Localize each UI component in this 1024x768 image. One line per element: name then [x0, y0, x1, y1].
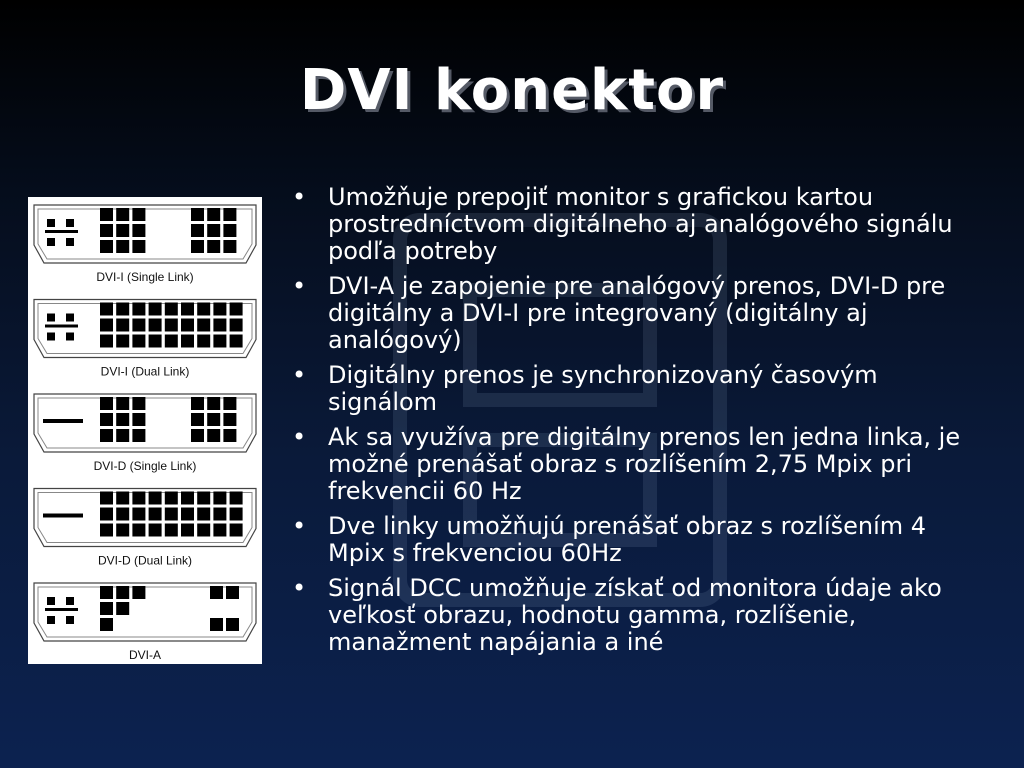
pin: [223, 429, 236, 442]
connector-label: DVI-A: [128, 648, 162, 662]
ground-blade: [43, 514, 83, 518]
pin: [213, 303, 226, 316]
pin: [223, 240, 236, 253]
pin: [197, 335, 210, 348]
bullet-dot-icon: •: [292, 423, 307, 451]
bullet-item: [290, 273, 980, 354]
pin: [116, 240, 129, 253]
pin: [132, 524, 145, 537]
pin: [149, 319, 162, 332]
analog-pin: [47, 219, 55, 227]
pin: [197, 303, 210, 316]
connector-label: DVI-D (Single Link): [93, 459, 197, 473]
analog-pin: [47, 314, 55, 322]
pin: [100, 618, 113, 631]
connector-dvi-a: [34, 583, 256, 662]
pin: [165, 319, 178, 332]
bullet-item: [290, 362, 980, 416]
pin: [197, 524, 210, 537]
connector-label: DVI-I (Single Link): [96, 270, 194, 284]
pin: [207, 240, 220, 253]
pin: [116, 524, 129, 537]
pin: [213, 319, 226, 332]
ground-blade: [45, 325, 78, 328]
pin: [181, 319, 194, 332]
pin: [100, 397, 113, 410]
pin: [116, 319, 129, 332]
pin: [100, 413, 113, 426]
analog-pin: [66, 314, 74, 322]
pin: [191, 413, 204, 426]
pin: [223, 397, 236, 410]
bullet-item: [290, 575, 980, 656]
pin: [207, 413, 220, 426]
bullet-dot-icon: •: [292, 574, 307, 602]
bullet-text: Ak sa využíva pre digitálny prenos len jedna linka, je možné prenášať obraz s rozlíšením 2,75 Mpix pri frekvencii 60 Hz: [328, 423, 961, 505]
pin: [207, 224, 220, 237]
analog-pin: [66, 238, 74, 246]
analog-pin: [47, 238, 55, 246]
pin: [132, 335, 145, 348]
connector-label: DVI-I (Dual Link): [100, 364, 190, 379]
pin: [132, 586, 145, 599]
pin: [230, 303, 243, 316]
pin: [210, 618, 223, 631]
pin: [223, 208, 236, 221]
bullet-dot-icon: •: [292, 183, 307, 211]
ground-blade: [43, 419, 83, 423]
bullet-text: Umožňuje prepojiť monitor s grafickou kartou prostredníctvom digitálneho aj analógového signálu podľa potreby: [328, 183, 953, 265]
analog-pin: [66, 616, 74, 624]
pin: [132, 208, 145, 221]
pin: [116, 397, 129, 410]
pin: [116, 492, 129, 505]
ground-blade: [45, 608, 78, 611]
pin: [210, 586, 223, 599]
bullet-text: DVI-A je zapojenie pre analógový prenos, DVI-D pre digitálny a DVI-I pre integrovaný (digitálny aj analógový): [328, 272, 946, 354]
connector-dvi-i-single-link: [34, 205, 256, 284]
bullet-text: Digitálny prenos je synchronizovaný časovým signálom: [328, 361, 878, 416]
pin: [213, 492, 226, 505]
pin: [226, 586, 239, 599]
analog-pin: [47, 616, 55, 624]
pin: [100, 240, 113, 253]
pin: [223, 224, 236, 237]
bullet-list: [290, 184, 980, 664]
pin: [223, 413, 236, 426]
ground-blade: [45, 230, 78, 233]
pin: [165, 303, 178, 316]
pin: [132, 397, 145, 410]
pin: [181, 524, 194, 537]
pin: [207, 208, 220, 221]
pin: [100, 208, 113, 221]
pin: [230, 508, 243, 521]
pin: [230, 335, 243, 348]
pin: [191, 224, 204, 237]
pin: [213, 524, 226, 537]
pin: [197, 508, 210, 521]
connector-dvi-d-single-link: [34, 394, 256, 473]
bullet-item: [290, 513, 980, 567]
pin: [181, 303, 194, 316]
pin: [165, 492, 178, 505]
pin: [207, 429, 220, 442]
pin: [100, 602, 113, 615]
pin: [100, 319, 113, 332]
pin: [116, 429, 129, 442]
pin: [100, 492, 113, 505]
pin: [116, 586, 129, 599]
pin: [181, 335, 194, 348]
pin: [149, 508, 162, 521]
pin: [191, 429, 204, 442]
pin: [100, 508, 113, 521]
pin: [181, 508, 194, 521]
pin: [191, 208, 204, 221]
pin: [191, 240, 204, 253]
pin: [100, 586, 113, 599]
pin: [116, 508, 129, 521]
pin: [116, 224, 129, 237]
pin: [132, 319, 145, 332]
bullet-item: [290, 184, 980, 265]
pin: [100, 224, 113, 237]
analog-pin: [47, 597, 55, 605]
pin: [165, 335, 178, 348]
bullet-dot-icon: •: [292, 512, 307, 540]
analog-pin: [47, 333, 55, 341]
pin: [181, 492, 194, 505]
pin: [149, 335, 162, 348]
analog-pin: [66, 333, 74, 341]
pin: [230, 319, 243, 332]
connector-dvi-d-dual-link: [34, 489, 256, 568]
pin: [165, 524, 178, 537]
pin: [116, 335, 129, 348]
pin: [230, 524, 243, 537]
pin: [132, 240, 145, 253]
pin: [230, 492, 243, 505]
pin: [226, 618, 239, 631]
pin: [100, 524, 113, 537]
pin: [100, 429, 113, 442]
slide-title: DVI konektor: [299, 58, 725, 123]
pin: [100, 335, 113, 348]
connector-label: DVI-D (Dual Link): [97, 553, 193, 568]
pin: [116, 208, 129, 221]
bullet-text: Signál DCC umožňuje získať od monitora údaje ako veľkosť obrazu, hodnotu gamma, rozlíšenie, manažment napájania a iné: [328, 574, 942, 656]
bullet-item: [290, 424, 980, 505]
pin: [197, 319, 210, 332]
pin: [191, 397, 204, 410]
bullet-dot-icon: •: [292, 361, 307, 389]
connector-dvi-i-dual-link: [34, 300, 256, 379]
pin: [165, 508, 178, 521]
analog-pin: [66, 597, 74, 605]
pin: [149, 524, 162, 537]
pin: [149, 492, 162, 505]
pin: [213, 335, 226, 348]
pin: [213, 508, 226, 521]
pin: [116, 602, 129, 615]
pin: [116, 413, 129, 426]
analog-pin: [66, 219, 74, 227]
pin: [100, 303, 113, 316]
pin: [149, 303, 162, 316]
pin: [132, 508, 145, 521]
pin: [132, 492, 145, 505]
bullet-text: Dve linky umožňujú prenášať obraz s rozlíšením 4 Mpix s frekvenciou 60Hz: [328, 512, 927, 567]
pin: [197, 492, 210, 505]
pin: [132, 303, 145, 316]
pin: [132, 224, 145, 237]
dvi-connector-diagram: [28, 197, 262, 664]
pin: [132, 429, 145, 442]
pin: [116, 303, 129, 316]
bullet-dot-icon: •: [292, 272, 307, 300]
pin: [207, 397, 220, 410]
pin: [132, 413, 145, 426]
